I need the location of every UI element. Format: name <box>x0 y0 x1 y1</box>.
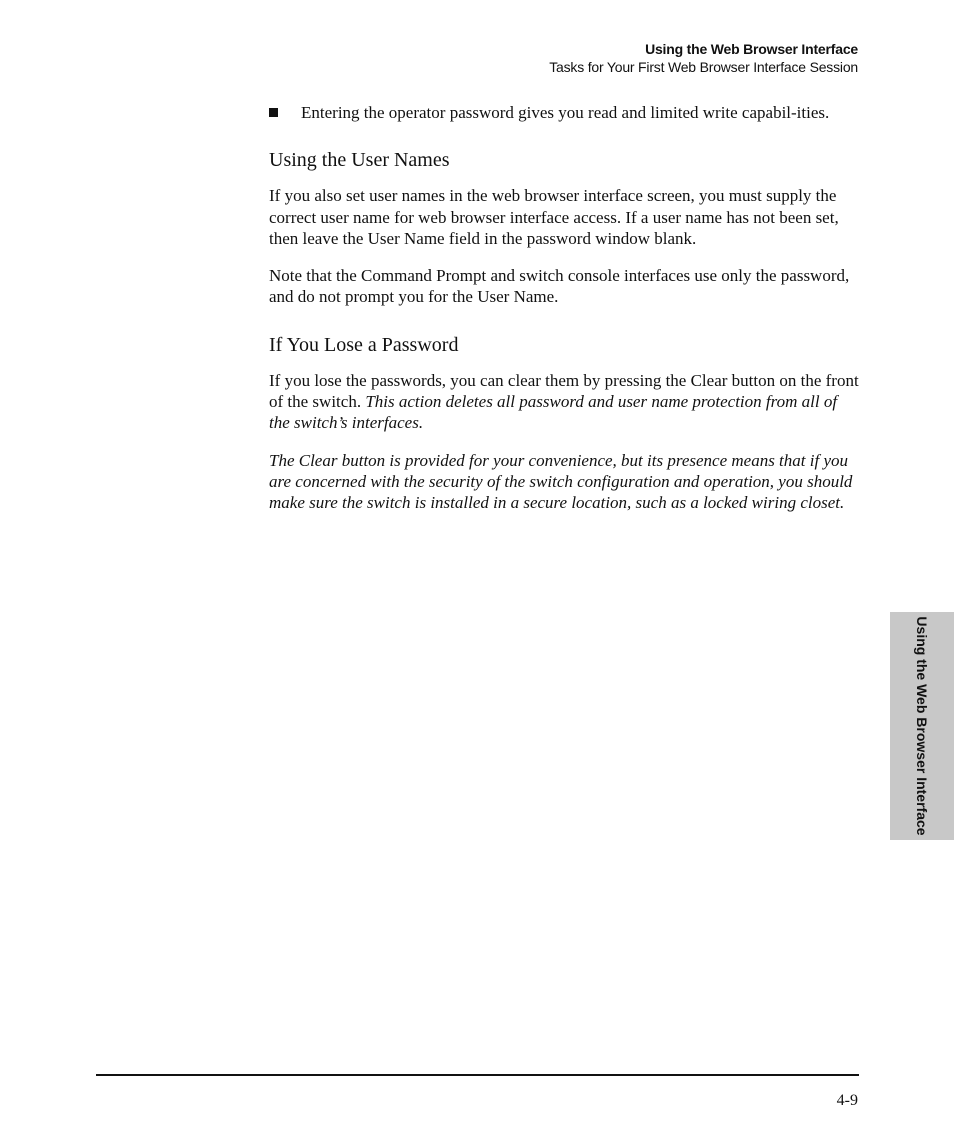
page-number: 4-9 <box>836 1092 858 1109</box>
list-item <box>269 102 859 123</box>
heading-user-names: Using the User Names <box>269 149 450 172</box>
footer-divider <box>96 1074 859 1076</box>
chapter-side-tab <box>890 612 954 840</box>
page-body <box>269 102 859 514</box>
paragraph-lose-password-1 <box>269 370 859 434</box>
paragraph-lose-password-1-italic: This action deletes all password and user name protection from all of the switch’s interfaces. <box>269 392 838 433</box>
side-tab-label: Using the Web Browser Interface <box>914 616 930 836</box>
square-bullet-icon <box>269 108 278 117</box>
heading-lose-password: If You Lose a Password <box>269 333 459 356</box>
chapter-title: Using the Web Browser Interface <box>645 41 858 57</box>
section-title: Tasks for Your First Web Browser Interface Session <box>549 59 858 75</box>
bullet-text: Entering the operator password gives you read and limited write capabil-ities. <box>301 103 830 122</box>
paragraph-user-names-2: Note that the Command Prompt and switch console interfaces use only the password, and do not prompt you for the User Name. <box>269 266 850 307</box>
paragraph-lose-password-1-plain: If you lose the passwords, you can clear them by pressing the Clear button on the front of the switch. <box>269 370 859 412</box>
paragraph-user-names-1: If you also set user names in the web browser interface screen, you must supply the correct user name for web browser interface access. If a user name has not been set, then leave the User Name field in the password window blank. <box>269 186 839 248</box>
paragraph-lose-password-2: The Clear button is provided for your convenience, but its presence means that if you are concerned with the security of the switch configuration and operation, you should make sure the switch is installed in a secure location, such as a locked wiring closet. <box>269 450 853 513</box>
running-header <box>549 40 858 76</box>
